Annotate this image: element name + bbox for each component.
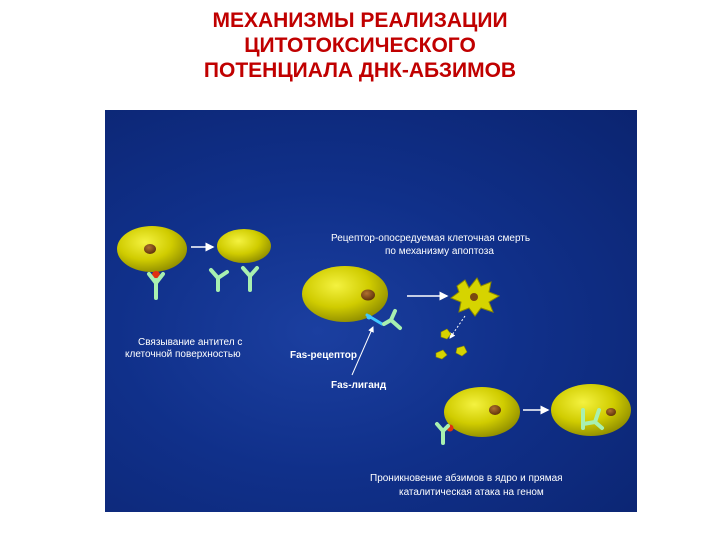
- diagram-canvas: [105, 110, 637, 512]
- cell-left-bound: [117, 226, 187, 272]
- diagram-panel: [105, 110, 637, 512]
- cell-bottom-2: [551, 384, 631, 436]
- label-receptor-death-2: по механизму апоптоза: [385, 246, 494, 257]
- page-title: [0, 8, 720, 83]
- label-binding-1: Связывание антител с: [138, 337, 243, 348]
- title-line-3: ПОТЕНЦИАЛА ДНК-АБЗИМОВ: [203, 59, 517, 82]
- antibody-icon-free-1: [211, 270, 227, 290]
- apoptotic-bodies: [436, 329, 467, 359]
- title-line-2: ЦИТОТОКСИЧЕСКОГО: [244, 34, 476, 57]
- label-fas-receptor: Fas-рецептор: [290, 350, 357, 361]
- label-binding-2: клеточной поверхностью: [125, 349, 241, 360]
- arrow-fragments: [450, 316, 465, 338]
- label-penetration-1: Проникновение абзимов в ядро и прямая: [370, 473, 563, 484]
- antibody-icon-entering: [437, 424, 448, 443]
- label-fas-ligand: Fas-лиганд: [331, 380, 387, 391]
- cell-left-2: [217, 229, 271, 263]
- cell-bottom-1: [444, 387, 520, 437]
- cell-center: [302, 266, 388, 322]
- label-penetration-2: каталитическая атака на геном: [399, 487, 544, 498]
- fas-ligand-antibody-icon: [384, 311, 400, 328]
- antibody-icon-free-2: [243, 268, 257, 290]
- title-line-1: МЕХАНИЗМЫ РЕАЛИЗАЦИИ: [212, 9, 508, 32]
- apoptotic-cell: [451, 278, 499, 316]
- fas-receptor-icon: [367, 315, 383, 325]
- label-receptor-death-1: Рецептор-опосредуемая клеточная смерть: [331, 233, 531, 244]
